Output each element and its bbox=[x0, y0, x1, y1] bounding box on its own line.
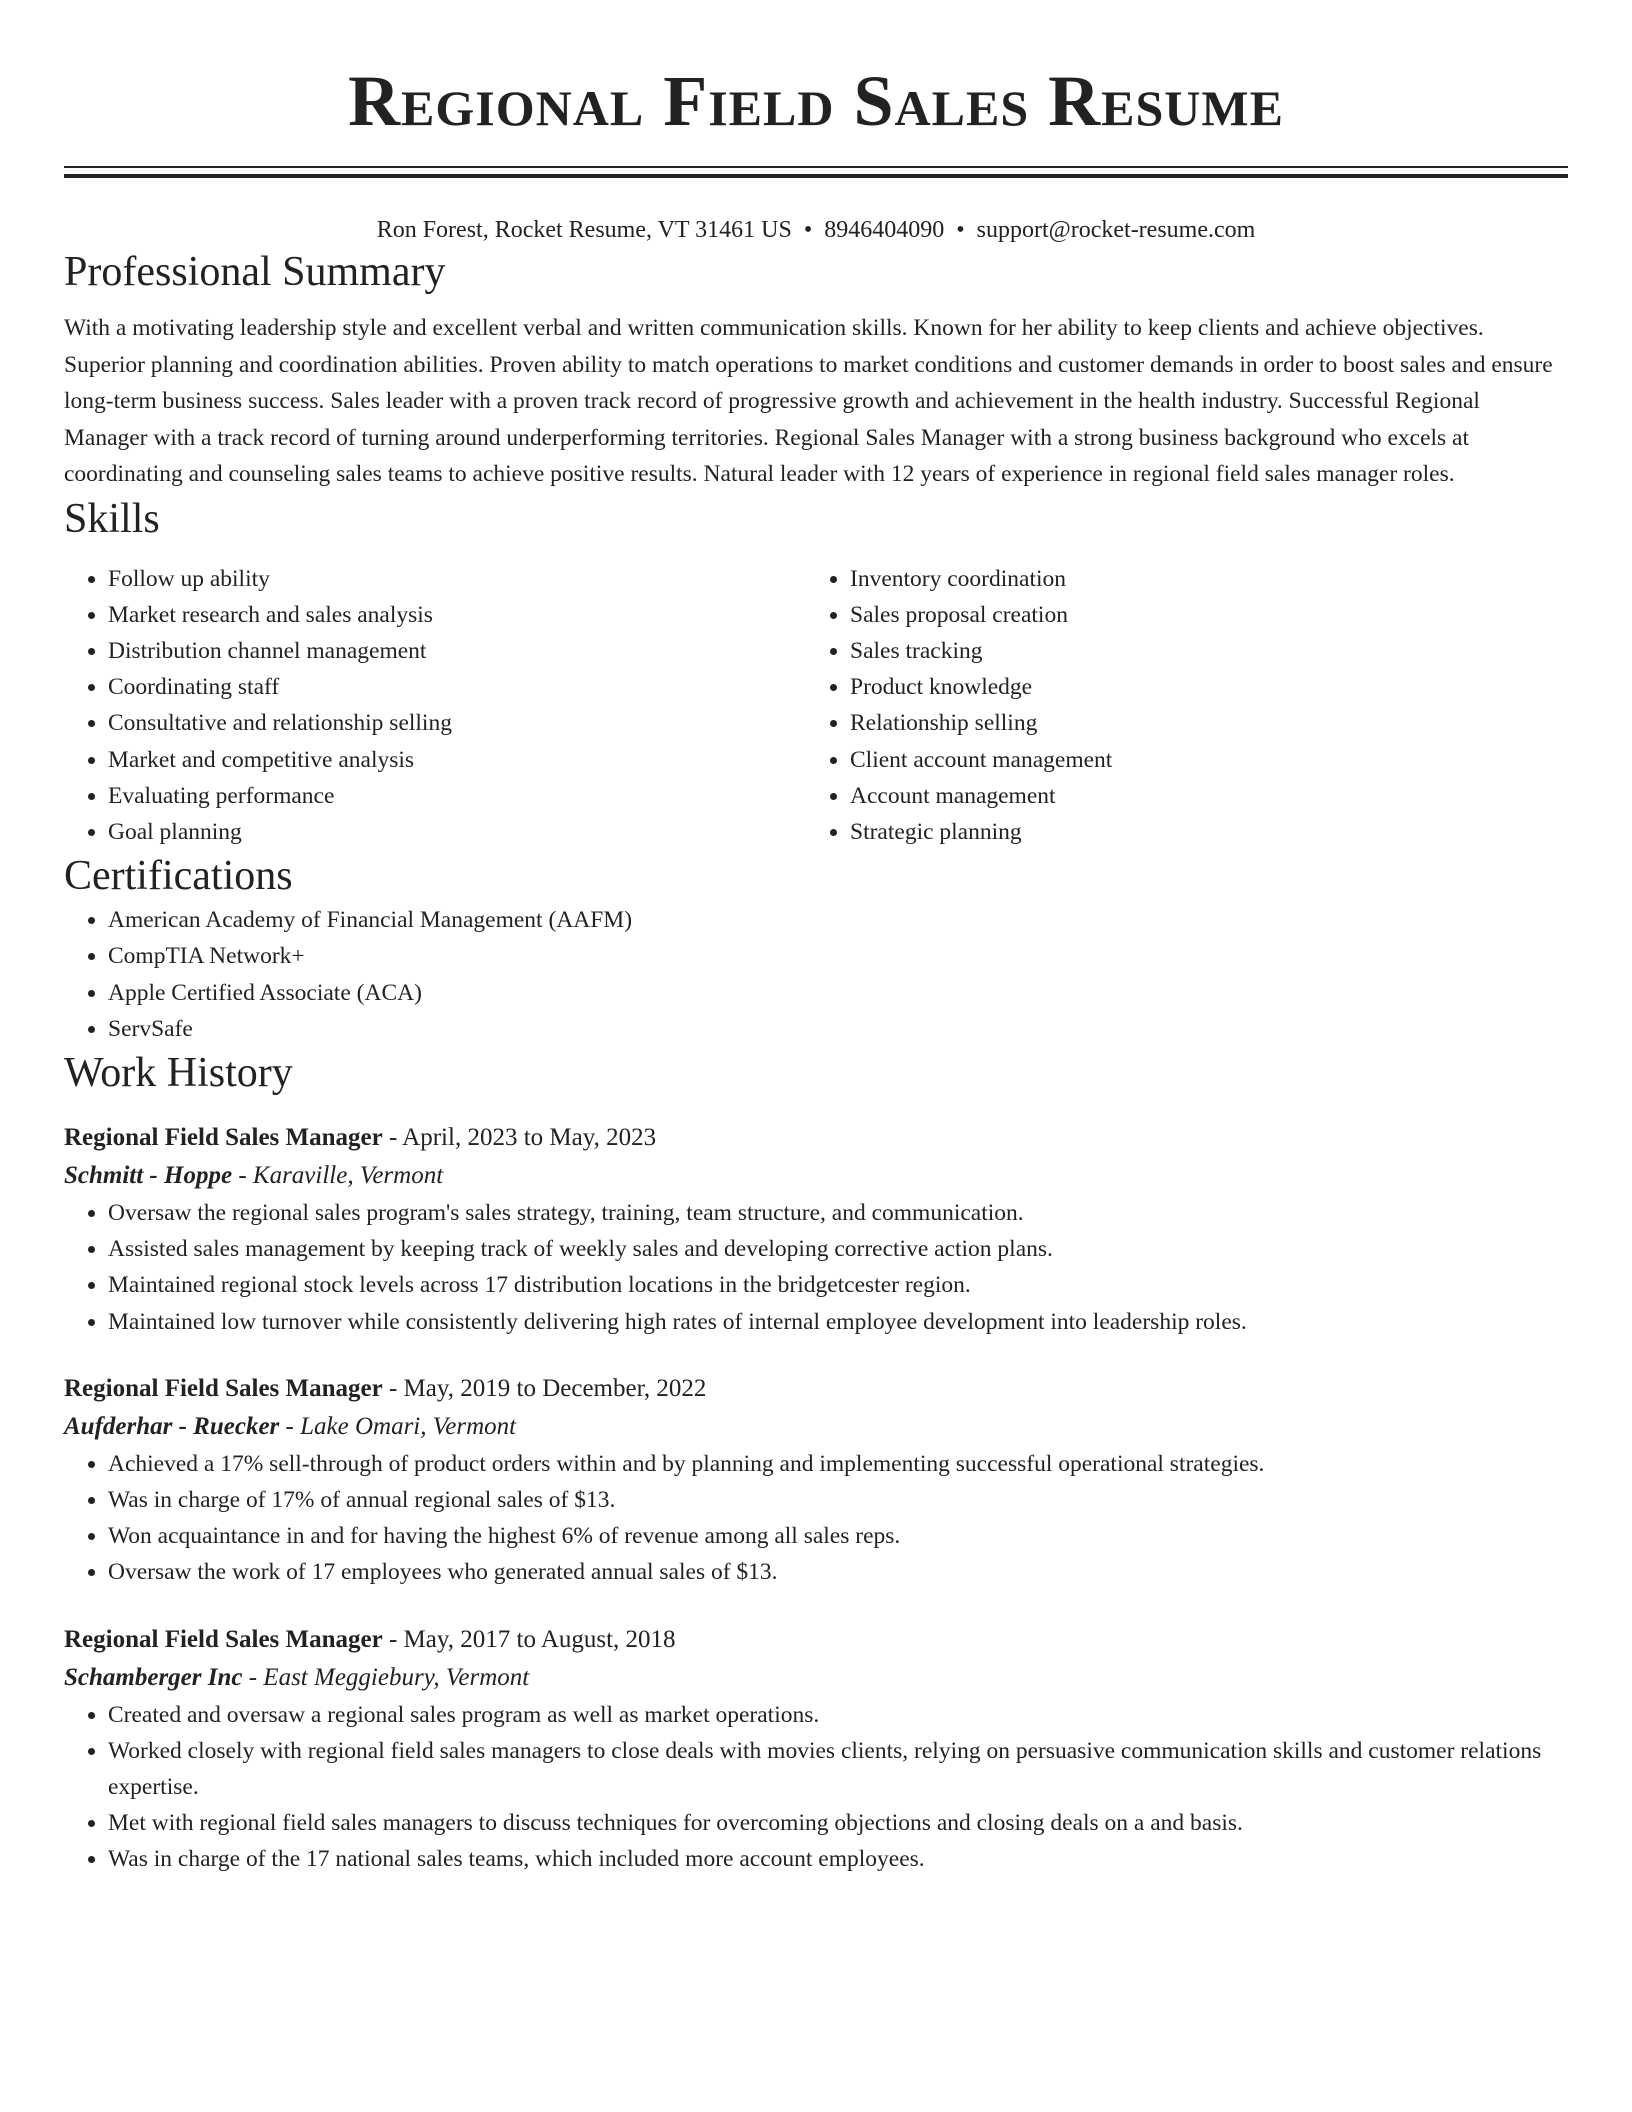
skill-item: • Consultative and relationship selling bbox=[108, 705, 806, 741]
skill-item: • Follow up ability bbox=[108, 561, 806, 597]
contact-address: Ron Forest, Rocket Resume, VT 31461 US bbox=[376, 217, 792, 243]
job-bullet: • Won acquaintance in and for having the highest 6% of revenue among all sales reps. bbox=[108, 1518, 1568, 1554]
job-dates: - April, 2023 to May, 2023 bbox=[388, 1123, 657, 1151]
job-bullet: • Achieved a 17% sell-through of product orders within and by planning and implementing successful operational strategies. bbox=[108, 1446, 1568, 1482]
employer-name: Aufderhar - Ruecker bbox=[64, 1412, 280, 1440]
certification-item: • American Academy of Financial Management (AAFM) bbox=[108, 902, 1568, 938]
job-bullet: • Was in charge of the 17 national sales teams, which included more account employees. bbox=[108, 1841, 1568, 1877]
skill-item: • Evaluating performance bbox=[108, 778, 806, 814]
employer-line bbox=[64, 1659, 1568, 1697]
job-bullet: • Met with regional field sales managers to discuss techniques for overcoming objections and closing deals on a and basis. bbox=[108, 1805, 1568, 1841]
contact-separator: • bbox=[956, 217, 965, 243]
certification-item: • ServSafe bbox=[108, 1011, 1568, 1047]
skills-heading: Skills bbox=[64, 495, 160, 542]
skills-list-right bbox=[806, 561, 1548, 851]
skill-item: • Sales proposal creation bbox=[850, 597, 1548, 633]
job-title-line bbox=[64, 1621, 1568, 1659]
summary-text: With a motivating leadership style and excellent verbal and written communication skills. Known for her ability to keep clients and achieve objectives. Superior planning and coordination abilities. Proven ability to match operations to market conditions and customer demands in order to boost sales and ensure long-term business success. Sales leader with a proven track record of progressive growth and achievement in the health industry. Successful Regional Manager with a track record of turning around underperforming territories. Regional Sales Manager with a strong business background who excels at coordinating and counseling sales teams to achieve positive results. Natural leader with 12 years of experience in regional field sales manager roles. bbox=[64, 315, 1553, 487]
resume-title: Regional Field Sales Resume bbox=[348, 61, 1284, 141]
contact-phone: 8946404090 bbox=[824, 217, 945, 243]
summary-heading: Professional Summary bbox=[64, 249, 446, 295]
contact-line bbox=[64, 214, 1568, 246]
skill-item: • Goal planning bbox=[108, 814, 806, 850]
job-bullet: • Maintained low turnover while consistently delivering high rates of internal employee development into leadership roles. bbox=[108, 1304, 1568, 1340]
job-title-line bbox=[64, 1119, 1568, 1157]
skill-item: • Relationship selling bbox=[850, 705, 1548, 741]
skill-item: • Market research and sales analysis bbox=[108, 597, 806, 633]
job-bullets bbox=[64, 1446, 1568, 1591]
job-bullets bbox=[64, 1697, 1568, 1878]
job-entry bbox=[64, 1621, 1568, 1878]
job-title-line bbox=[64, 1370, 1568, 1408]
skill-item: • Inventory coordination bbox=[850, 561, 1548, 597]
skills-column-right bbox=[806, 561, 1548, 851]
certifications-list bbox=[64, 902, 1568, 1047]
skill-item: • Coordinating staff bbox=[108, 669, 806, 705]
job-bullets bbox=[64, 1195, 1568, 1340]
skill-item: • Distribution channel management bbox=[108, 633, 806, 669]
contact-separator: • bbox=[803, 217, 813, 243]
skill-item: • Client account management bbox=[850, 742, 1548, 778]
job-bullet: • Was in charge of 17% of annual regional sales of $13. bbox=[108, 1482, 1568, 1518]
title-divider-thick bbox=[64, 174, 1568, 178]
work-history-heading: Work History bbox=[64, 1049, 293, 1096]
skill-item: • Market and competitive analysis bbox=[108, 742, 806, 778]
job-bullet: • Assisted sales management by keeping track of weekly sales and developing corrective action plans. bbox=[108, 1231, 1568, 1267]
job-dates: - May, 2019 to December, 2022 bbox=[388, 1374, 707, 1402]
skill-item: • Strategic planning bbox=[850, 814, 1548, 850]
job-bullet: • Worked closely with regional field sales managers to close deals with movies clients, relying on persuasive communication skills and customer relations expertise. bbox=[108, 1733, 1568, 1805]
certification-item: • CompTIA Network+ bbox=[108, 938, 1568, 974]
job-title: Regional Field Sales Manager bbox=[64, 1123, 383, 1151]
employer-name: Schamberger Inc bbox=[64, 1663, 243, 1691]
job-bullet: • Oversaw the regional sales program's sales strategy, training, team structure, and communication. bbox=[108, 1195, 1568, 1231]
contact-email: support@rocket-resume.com bbox=[976, 217, 1256, 243]
skill-item: • Sales tracking bbox=[850, 633, 1548, 669]
employer-location: - Lake Omari, Vermont bbox=[285, 1412, 517, 1440]
employer-line bbox=[64, 1157, 1568, 1195]
employer-line bbox=[64, 1408, 1568, 1446]
skills-column-left bbox=[64, 561, 806, 851]
skills-columns bbox=[64, 561, 1568, 851]
title-divider-thin bbox=[64, 166, 1568, 168]
job-entry bbox=[64, 1370, 1568, 1591]
certifications-heading: Certifications bbox=[64, 853, 293, 900]
job-bullet: • Created and oversaw a regional sales program as well as market operations. bbox=[108, 1697, 1568, 1733]
job-bullet: • Oversaw the work of 17 employees who generated annual sales of $13. bbox=[108, 1554, 1568, 1590]
job-dates: - May, 2017 to August, 2018 bbox=[388, 1625, 676, 1653]
employer-location: - East Meggiebury, Vermont bbox=[248, 1663, 530, 1691]
employer-name: Schmitt - Hoppe bbox=[64, 1161, 233, 1189]
skill-item: • Product knowledge bbox=[850, 669, 1548, 705]
job-title: Regional Field Sales Manager bbox=[64, 1374, 383, 1402]
employer-location: - Karaville, Vermont bbox=[238, 1161, 444, 1189]
job-title: Regional Field Sales Manager bbox=[64, 1625, 383, 1653]
job-entry bbox=[64, 1119, 1568, 1340]
skills-list-left bbox=[64, 561, 806, 851]
job-bullet: • Maintained regional stock levels across 17 distribution locations in the bridgetcester region. bbox=[108, 1267, 1568, 1303]
certification-item: • Apple Certified Associate (ACA) bbox=[108, 975, 1568, 1011]
skill-item: • Account management bbox=[850, 778, 1548, 814]
